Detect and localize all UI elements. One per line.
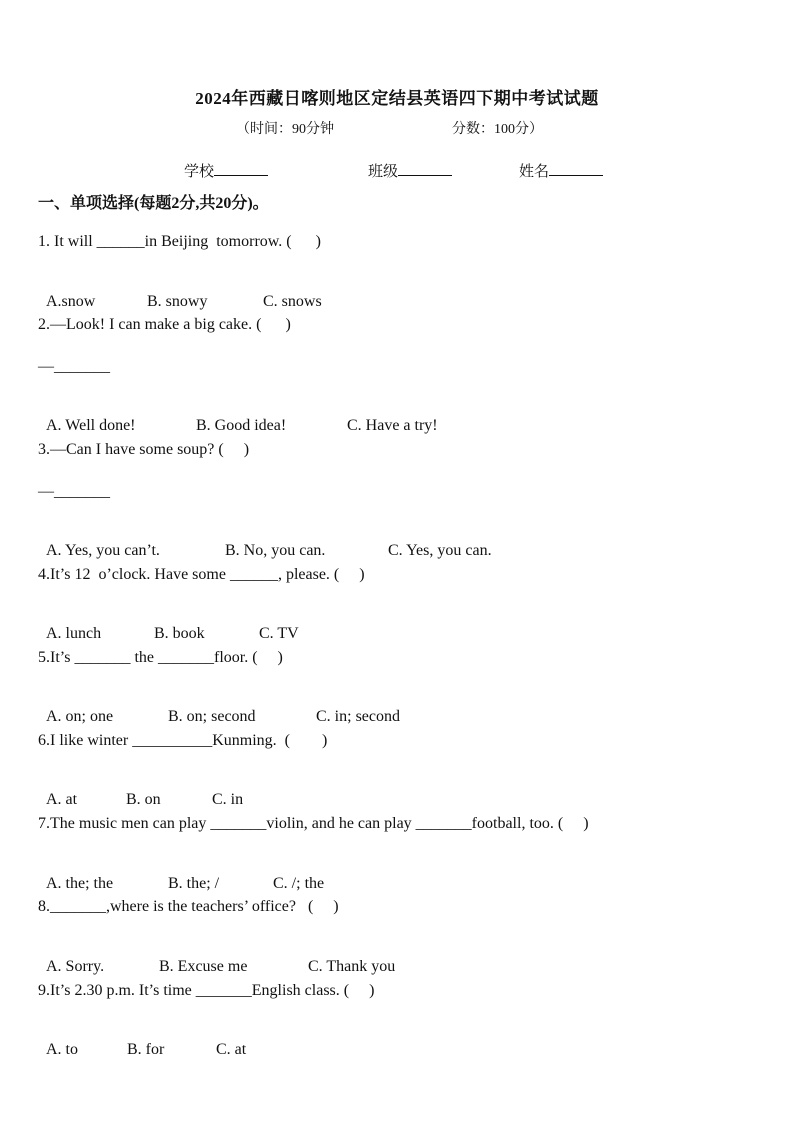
exam-time: （时间：90分钟 — [236, 122, 334, 137]
option-c: C. in — [212, 791, 244, 808]
question-2: 2.—Look! I can make a big cake. ( ) — [38, 316, 291, 333]
option-c: C. TV — [259, 625, 299, 642]
question-1: 1. It will ______in Beijing tomorrow. ( ) — [38, 233, 321, 250]
option-b: B. the; / — [168, 875, 220, 892]
option-a: A. Sorry. — [46, 958, 105, 975]
option-c: C. /; the — [273, 875, 325, 892]
option-b: B. No, you can. — [225, 542, 326, 559]
option-c: C. Thank you — [308, 958, 396, 975]
option-a: A. on; one — [46, 708, 114, 725]
question-9-options — [38, 1023, 246, 1059]
name-field — [519, 160, 603, 181]
question-7: 7.The music men can play _______violin, and he can play _______football, too. ( ) — [38, 815, 589, 832]
question-7-options — [38, 857, 324, 893]
question-3: 3.—Can I have some soup? ( ) — [38, 441, 250, 458]
exam-score: 分数：100分） — [452, 122, 543, 137]
question-8-options — [38, 940, 395, 976]
page-title: 2024年西藏日喀则地区定结县英语四下期中考试试题 — [195, 89, 599, 108]
question-5: 5.It’s _______ the _______floor. ( ) — [38, 649, 283, 666]
question-5-options — [38, 690, 400, 726]
option-a: A. the; the — [46, 875, 114, 892]
question-8: 8._______,where is the teachers’ office? ( ) — [38, 898, 339, 915]
section-title: 一、单项选择(每题2分,共20分)。 — [38, 195, 269, 212]
option-c: C. snows — [263, 293, 322, 310]
option-b: B. Excuse me — [159, 958, 248, 975]
option-b: B. on — [126, 791, 161, 808]
option-b: B. book — [154, 625, 205, 642]
option-a: A. at — [46, 791, 78, 808]
option-b: B. snowy — [147, 293, 208, 310]
question-3-options — [38, 524, 492, 560]
school-field — [184, 160, 268, 181]
question-6-options — [38, 773, 243, 809]
question-6: 6.I like winter __________Kunming. ( ) — [38, 732, 328, 749]
option-c: C. Have a try! — [347, 417, 438, 434]
question-2-answer-line: —_______ — [38, 358, 110, 375]
option-b: B. Good idea! — [196, 417, 287, 434]
school-label: 学校 — [184, 164, 215, 180]
option-c: C. Yes, you can. — [388, 542, 492, 559]
name-label: 姓名 — [519, 164, 550, 180]
option-a: A. Well done! — [46, 417, 136, 434]
option-b: B. for — [127, 1041, 165, 1058]
question-2-options — [38, 399, 438, 435]
option-c: C. in; second — [316, 708, 400, 725]
class-label: 班级 — [368, 164, 399, 180]
option-a: A. lunch — [46, 625, 102, 642]
option-b: B. on; second — [168, 708, 256, 725]
option-a: A. to — [46, 1041, 78, 1058]
class-field — [368, 160, 452, 181]
question-4: 4.It’s 12 o’clock. Have some ______, please. ( ) — [38, 566, 365, 583]
question-1-options — [38, 275, 322, 311]
name-blank — [549, 161, 603, 176]
option-c: C. at — [216, 1041, 247, 1058]
option-a: A.snow — [46, 293, 96, 310]
option-a: A. Yes, you can’t. — [46, 542, 160, 559]
question-3-answer-line: —_______ — [38, 483, 110, 500]
question-4-options — [38, 607, 299, 643]
class-blank — [398, 161, 452, 176]
question-9: 9.It’s 2.30 p.m. It’s time _______English class. ( ) — [38, 982, 375, 999]
school-blank — [214, 161, 268, 176]
